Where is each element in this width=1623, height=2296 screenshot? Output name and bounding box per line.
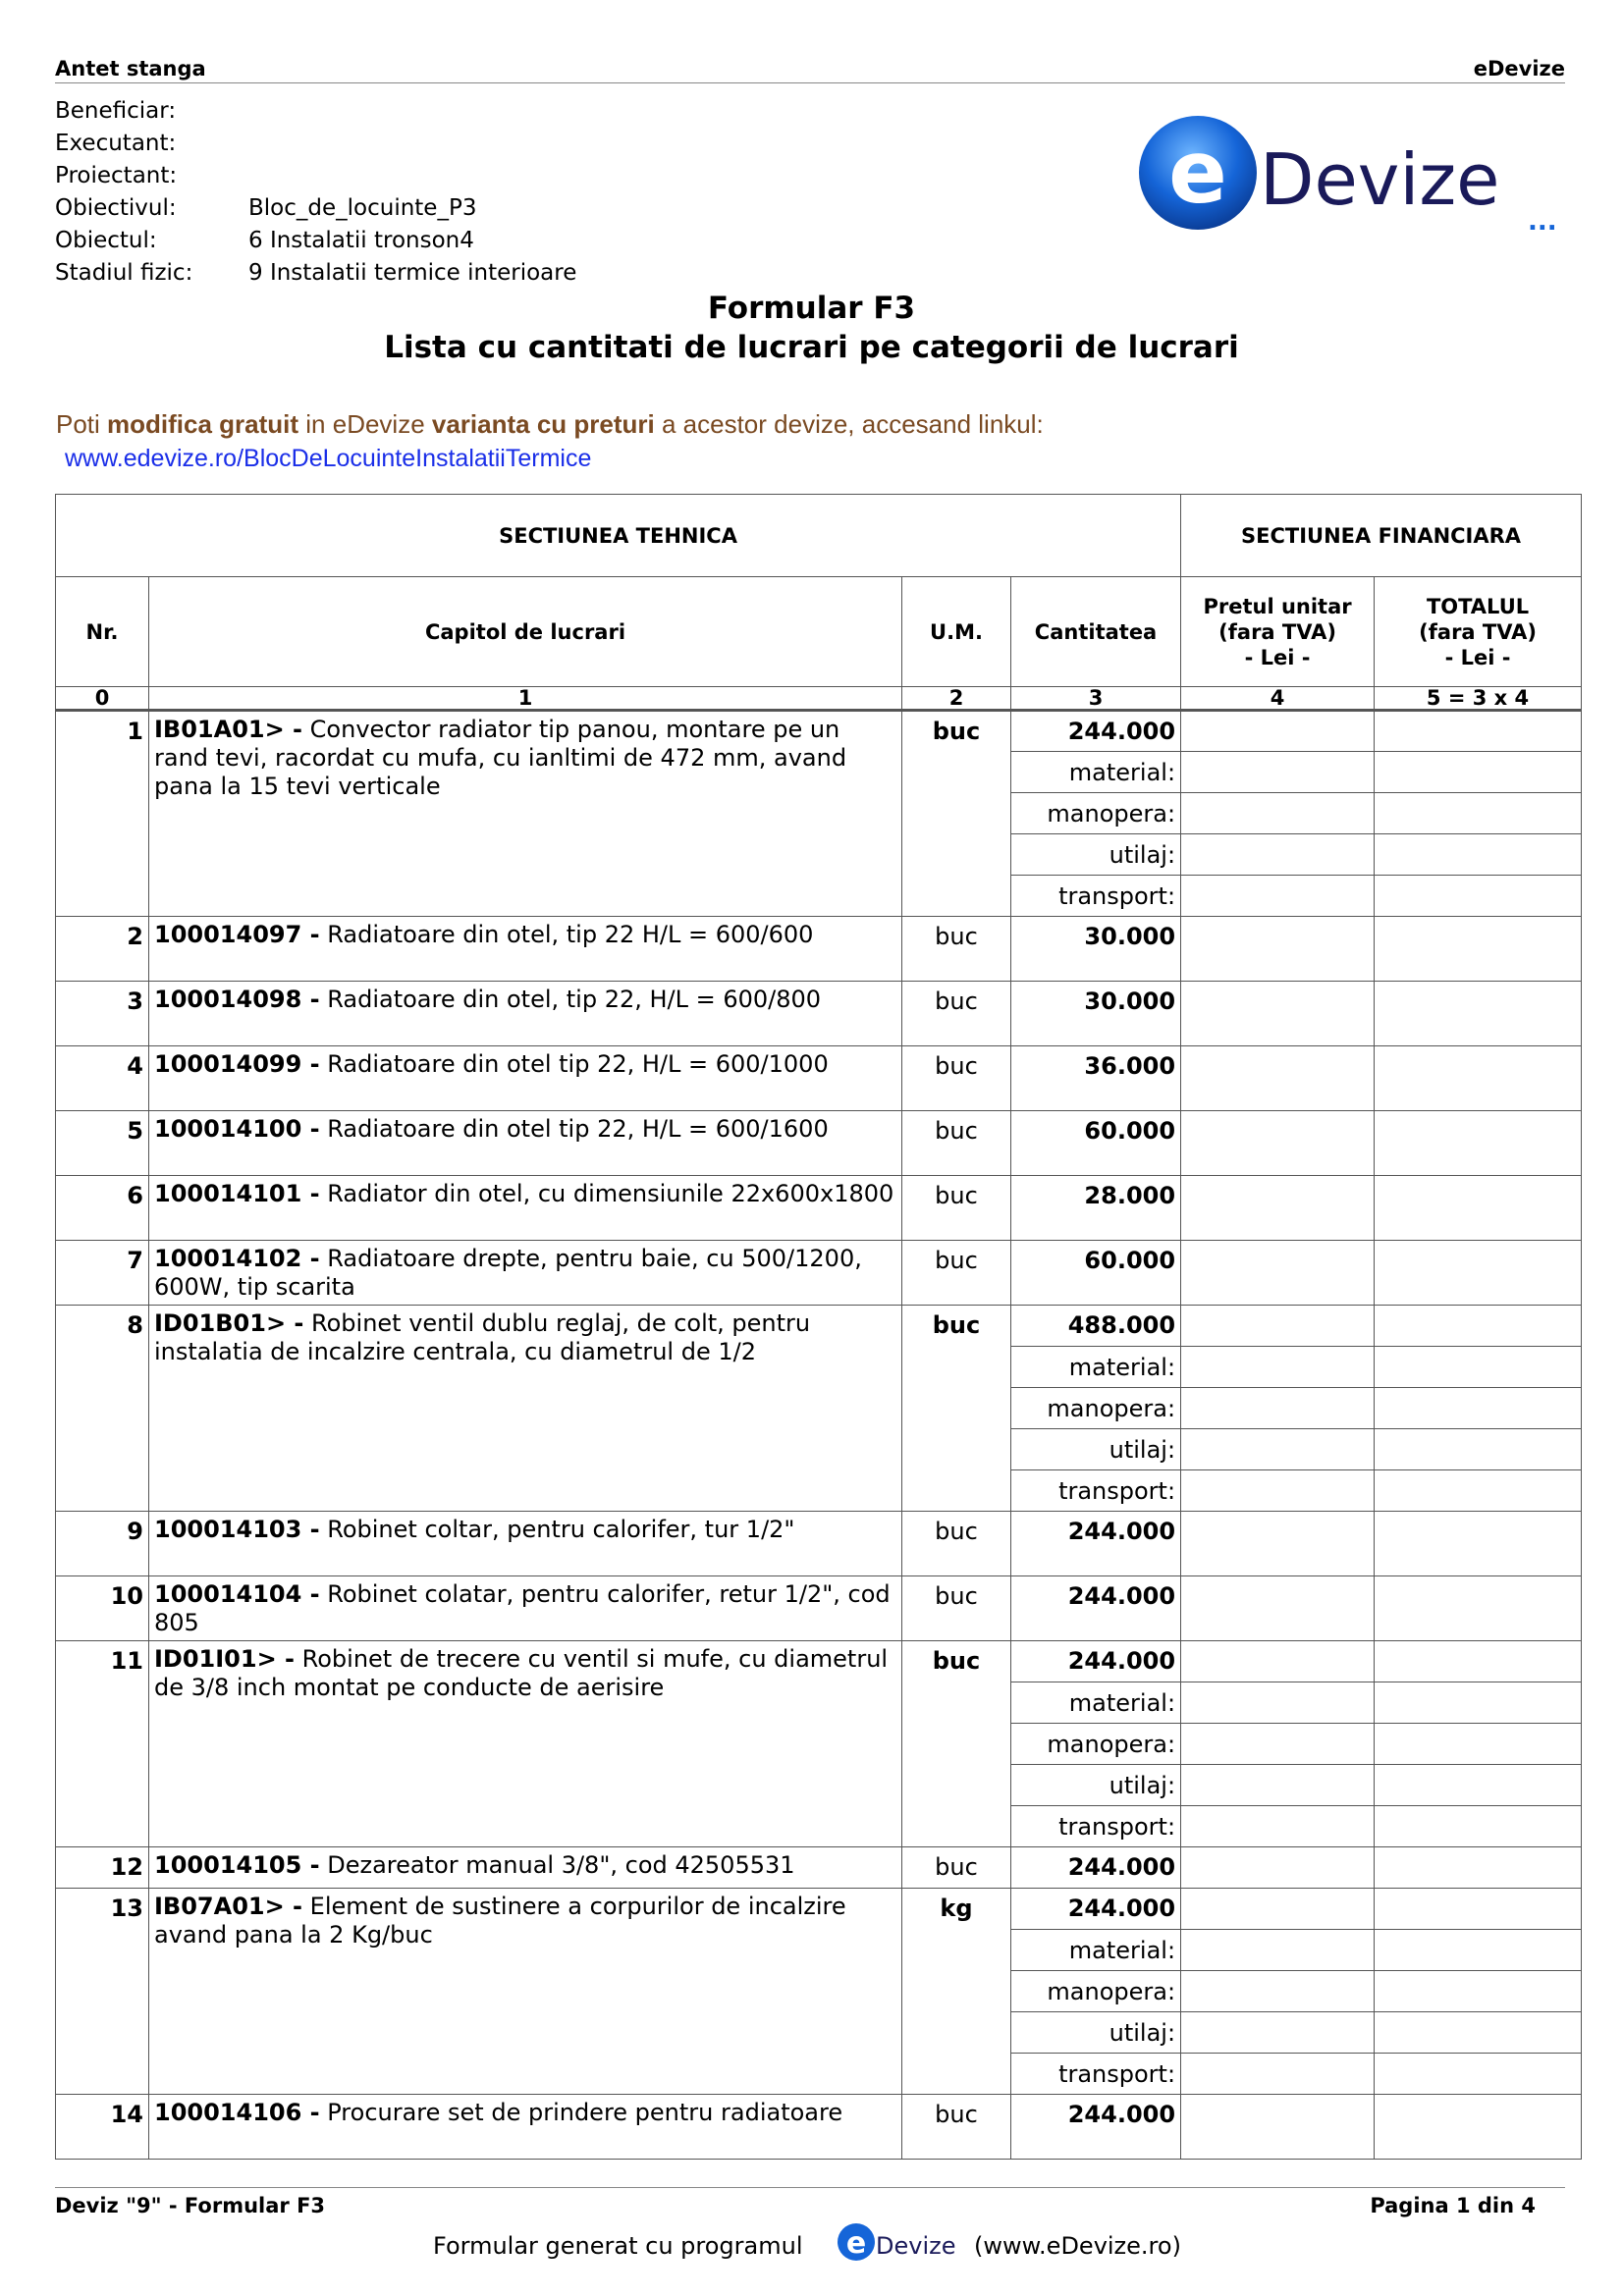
quantity: 60.000	[1011, 1241, 1181, 1306]
row-number: 13	[56, 1889, 149, 2095]
table-row	[56, 1046, 1582, 1111]
info-value: 9 Instalatii termice interioare	[248, 260, 577, 286]
row-description	[149, 1576, 902, 1641]
article-text: Radiator din otel, cu dimensiunile 22x600x1800	[319, 1180, 894, 1207]
unit-price-cell	[1181, 1046, 1375, 1111]
article-code: 100014101 -	[154, 1180, 320, 1207]
table-row	[56, 1306, 1582, 1347]
quantity: 30.000	[1011, 982, 1181, 1046]
unit-price-cell	[1181, 982, 1375, 1046]
unit-price-cell	[1181, 1889, 1375, 1930]
svg-text:Devize: Devize	[876, 2232, 956, 2260]
unit-price-cell	[1181, 1176, 1375, 1241]
unit-price-cell	[1181, 1724, 1375, 1765]
unit-price-cell	[1181, 876, 1375, 917]
cost-breakdown-label: manopera:	[1011, 1724, 1181, 1765]
row-description	[149, 1512, 902, 1576]
total-cell	[1375, 1847, 1582, 1889]
promo-part: a acestor devize, accesand linkul:	[654, 409, 1044, 439]
unit-price-cell	[1181, 1241, 1375, 1306]
cost-breakdown-label: material:	[1011, 752, 1181, 793]
header-line: (fara TVA)	[1218, 619, 1336, 644]
unit-of-measure: buc	[902, 2095, 1011, 2160]
unit-price-cell	[1181, 1641, 1375, 1682]
quantity: 244.000	[1011, 1889, 1181, 1930]
article-text: Dezareator manual 3/8", cod 42505531	[319, 1851, 795, 1879]
article-text: Robinet coltar, pentru calorifer, tur 1/2"	[319, 1516, 795, 1543]
unit-of-measure: kg	[902, 1889, 1011, 2095]
section-technical: SECTIUNEA TEHNICA	[56, 495, 1181, 577]
total-cell	[1375, 2095, 1582, 2160]
row-number: 1	[56, 711, 149, 917]
promo-link[interactable]: www.edevize.ro/BlocDeLocuinteInstalatiiTermice	[65, 445, 592, 472]
header-line: - Lei -	[1444, 645, 1511, 669]
quantity: 28.000	[1011, 1176, 1181, 1241]
unit-price-cell	[1181, 834, 1375, 876]
table-row	[56, 1847, 1582, 1889]
cost-breakdown-label: manopera:	[1011, 793, 1181, 834]
index-cell: 3	[1011, 687, 1181, 711]
article-code: 100014106 -	[154, 2099, 320, 2126]
cost-breakdown-label: utilaj:	[1011, 1765, 1181, 1806]
cost-breakdown-label: transport:	[1011, 876, 1181, 917]
col-header-total	[1375, 577, 1582, 687]
row-number: 4	[56, 1046, 149, 1111]
article-code: ID01B01> -	[154, 1309, 304, 1337]
unit-price-cell	[1181, 711, 1375, 752]
total-cell	[1375, 1930, 1582, 1971]
article-code: ID01I01> -	[154, 1645, 296, 1673]
article-text: Radiatoare drepte, pentru baie, cu 500/1200, 600W, tip scarita	[154, 1245, 862, 1301]
row-description	[149, 1847, 902, 1889]
index-row	[56, 687, 1582, 711]
total-cell	[1375, 1765, 1582, 1806]
generated-url[interactable]: (www.eDevize.ro)	[974, 2232, 1181, 2260]
unit-price-cell	[1181, 917, 1375, 982]
article-code: 100014105 -	[154, 1851, 320, 1879]
total-cell	[1375, 1576, 1582, 1641]
page-footer	[55, 2187, 1565, 2217]
col-header-cantitate: Cantitatea	[1011, 577, 1181, 687]
unit-of-measure: buc	[902, 1306, 1011, 1512]
total-cell	[1375, 876, 1582, 917]
row-description	[149, 1641, 902, 1847]
cost-breakdown-label: material:	[1011, 1930, 1181, 1971]
info-row	[55, 128, 576, 160]
unit-of-measure: buc	[902, 1046, 1011, 1111]
total-cell	[1375, 711, 1582, 752]
unit-price-cell	[1181, 1971, 1375, 2012]
quantity: 244.000	[1011, 1576, 1181, 1641]
total-cell	[1375, 1176, 1582, 1241]
promo-part: Poti	[56, 409, 108, 439]
row-number: 11	[56, 1641, 149, 1847]
promo-text	[56, 409, 1044, 440]
info-label: Beneficiar:	[55, 98, 177, 124]
unit-price-cell	[1181, 1306, 1375, 1347]
unit-price-cell	[1181, 1429, 1375, 1470]
info-label: Obiectivul:	[55, 195, 177, 221]
unit-of-measure: buc	[902, 1241, 1011, 1306]
total-cell	[1375, 1111, 1582, 1176]
unit-price-cell	[1181, 1512, 1375, 1576]
total-cell	[1375, 834, 1582, 876]
info-value: 6 Instalatii tronson4	[248, 228, 474, 253]
total-cell	[1375, 1429, 1582, 1470]
table-row	[56, 1241, 1582, 1306]
info-row	[55, 95, 576, 128]
svg-text:Devize: Devize	[1260, 138, 1500, 221]
article-code: IB01A01> -	[154, 716, 303, 743]
header-line: - Lei -	[1244, 645, 1311, 669]
edevize-logo	[1137, 114, 1565, 238]
unit-of-measure: buc	[902, 982, 1011, 1046]
quantity: 488.000	[1011, 1306, 1181, 1347]
total-cell	[1375, 1046, 1582, 1111]
unit-price-cell	[1181, 793, 1375, 834]
row-description	[149, 1111, 902, 1176]
total-cell	[1375, 1641, 1582, 1682]
article-code: 100014104 -	[154, 1580, 320, 1608]
header-line: (fara TVA)	[1419, 619, 1537, 644]
svg-text:...: ...	[1528, 207, 1557, 237]
index-cell: 2	[902, 687, 1011, 711]
svg-text:e: e	[1168, 122, 1227, 223]
unit-price-cell	[1181, 1347, 1375, 1388]
works-table	[55, 494, 1582, 2160]
unit-of-measure: buc	[902, 711, 1011, 917]
article-text: Robinet colatar, pentru calorifer, retur 1/2", cod 805	[154, 1580, 891, 1636]
index-cell: 0	[56, 687, 149, 711]
info-label: Obiectul:	[55, 228, 157, 253]
article-text: Robinet ventil dublu reglaj, de colt, pentru instalatia de incalzire centrala, cu diametrul de 1/2	[154, 1309, 811, 1365]
total-cell	[1375, 1971, 1582, 2012]
table-row	[56, 1889, 1582, 1930]
article-text: Procurare set de prindere pentru radiatoare	[319, 2099, 843, 2126]
col-header-pret	[1181, 577, 1375, 687]
row-description	[149, 1046, 902, 1111]
page-header	[55, 55, 1565, 83]
info-row	[55, 160, 576, 192]
unit-price-cell	[1181, 1847, 1375, 1889]
total-cell	[1375, 2054, 1582, 2095]
row-description	[149, 917, 902, 982]
table-row	[56, 1512, 1582, 1576]
article-code: 100014103 -	[154, 1516, 320, 1543]
unit-price-cell	[1181, 1111, 1375, 1176]
unit-of-measure: buc	[902, 1111, 1011, 1176]
total-cell	[1375, 917, 1582, 982]
info-label: Proiectant:	[55, 163, 178, 188]
svg-text:e: e	[845, 2226, 867, 2261]
row-description	[149, 1176, 902, 1241]
row-description	[149, 711, 902, 917]
table-row	[56, 1576, 1582, 1641]
promo-bold: varianta cu preturi	[431, 409, 655, 439]
row-number: 2	[56, 917, 149, 982]
total-cell	[1375, 1306, 1582, 1347]
unit-of-measure: buc	[902, 1641, 1011, 1847]
index-cell: 1	[149, 687, 902, 711]
row-number: 7	[56, 1241, 149, 1306]
article-text: Robinet de trecere cu ventil si mufe, cu diametrul de 3/8 inch montat pe conducte de aerisire	[154, 1645, 889, 1701]
row-number: 10	[56, 1576, 149, 1641]
quantity: 36.000	[1011, 1046, 1181, 1111]
total-cell	[1375, 1347, 1582, 1388]
unit-price-cell	[1181, 1388, 1375, 1429]
article-code: 100014099 -	[154, 1050, 320, 1078]
quantity: 244.000	[1011, 1847, 1181, 1889]
quantity: 30.000	[1011, 917, 1181, 982]
unit-price-cell	[1181, 1765, 1375, 1806]
row-number: 9	[56, 1512, 149, 1576]
col-header-nr: Nr.	[56, 577, 149, 687]
row-description	[149, 1241, 902, 1306]
info-value: Bloc_de_locuinte_P3	[248, 195, 477, 221]
footer-left: Deviz "9" - Formular F3	[55, 2194, 326, 2217]
index-cell: 5 = 3 x 4	[1375, 687, 1582, 711]
cost-breakdown-label: transport:	[1011, 2054, 1181, 2095]
cost-breakdown-label: manopera:	[1011, 1388, 1181, 1429]
article-code: IB07A01> -	[154, 1893, 303, 1920]
article-code: 100014097 -	[154, 921, 320, 948]
generated-text: Formular generat cu programul	[433, 2232, 803, 2260]
article-text: Element de sustinere a corpurilor de incalzire avand pana la 2 Kg/buc	[154, 1893, 846, 1949]
table-row	[56, 2095, 1582, 2160]
cost-breakdown-label: manopera:	[1011, 1971, 1181, 2012]
unit-price-cell	[1181, 1576, 1375, 1641]
unit-of-measure: buc	[902, 1176, 1011, 1241]
row-number: 5	[56, 1111, 149, 1176]
article-text: Radiatoare din otel, tip 22, H/L = 600/800	[319, 986, 822, 1013]
unit-price-cell	[1181, 2095, 1375, 2160]
total-cell	[1375, 752, 1582, 793]
row-number: 3	[56, 982, 149, 1046]
table-row	[56, 1176, 1582, 1241]
article-code: 100014100 -	[154, 1115, 320, 1143]
header-left: Antet stanga	[55, 57, 206, 80]
article-text: Radiatoare din otel, tip 22 H/L = 600/600	[319, 921, 814, 948]
total-cell	[1375, 1682, 1582, 1724]
cost-breakdown-label: material:	[1011, 1347, 1181, 1388]
info-row	[55, 257, 576, 290]
total-cell	[1375, 982, 1582, 1046]
footer-right: Pagina 1 din 4	[1370, 2194, 1536, 2217]
promo-part: in eDevize	[298, 409, 432, 439]
total-cell	[1375, 1512, 1582, 1576]
row-number: 6	[56, 1176, 149, 1241]
total-cell	[1375, 1388, 1582, 1429]
total-cell	[1375, 2012, 1582, 2054]
edevize-mini-logo	[837, 2220, 966, 2268]
table-row	[56, 711, 1582, 752]
col-header-um: U.M.	[902, 577, 1011, 687]
unit-of-measure: buc	[902, 1576, 1011, 1641]
article-code: 100014098 -	[154, 986, 320, 1013]
unit-price-cell	[1181, 752, 1375, 793]
row-description	[149, 2095, 902, 2160]
total-cell	[1375, 1241, 1582, 1306]
cost-breakdown-label: transport:	[1011, 1470, 1181, 1512]
table-row	[56, 1111, 1582, 1176]
form-title: Formular F3	[707, 291, 916, 326]
promo-bold: modifica gratuit	[107, 409, 299, 439]
total-cell	[1375, 1470, 1582, 1512]
total-cell	[1375, 1889, 1582, 1930]
quantity: 244.000	[1011, 711, 1181, 752]
row-number: 12	[56, 1847, 149, 1889]
col-header-capitol: Capitol de lucrari	[149, 577, 902, 687]
unit-of-measure: buc	[902, 1512, 1011, 1576]
table-body	[56, 687, 1582, 2160]
article-text: Radiatoare din otel tip 22, H/L = 600/1000	[319, 1050, 829, 1078]
info-label: Executant:	[55, 131, 177, 156]
unit-price-cell	[1181, 1682, 1375, 1724]
project-info	[55, 95, 576, 290]
header-right: eDevize	[1473, 57, 1565, 80]
quantity: 244.000	[1011, 1641, 1181, 1682]
unit-price-cell	[1181, 2012, 1375, 2054]
unit-price-cell	[1181, 2054, 1375, 2095]
cost-breakdown-label: utilaj:	[1011, 834, 1181, 876]
unit-price-cell	[1181, 1470, 1375, 1512]
total-cell	[1375, 1806, 1582, 1847]
unit-price-cell	[1181, 1806, 1375, 1847]
total-cell	[1375, 793, 1582, 834]
unit-price-cell	[1181, 1930, 1375, 1971]
row-description	[149, 982, 902, 1046]
row-description	[149, 1889, 902, 2095]
section-financial: SECTIUNEA FINANCIARA	[1181, 495, 1582, 577]
total-cell	[1375, 1724, 1582, 1765]
article-text: Convector radiator tip panou, montare pe un rand tevi, racordat cu mufa, cu ianltimi de 472 mm, avand pana la 15 tevi verticale	[154, 716, 847, 800]
index-cell: 4	[1181, 687, 1375, 711]
cost-breakdown-label: utilaj:	[1011, 2012, 1181, 2054]
quantity: 244.000	[1011, 2095, 1181, 2160]
header-line: TOTALUL	[1426, 594, 1530, 618]
info-label: Stadiul fizic:	[55, 260, 193, 286]
table-row	[56, 917, 1582, 982]
cost-breakdown-label: utilaj:	[1011, 1429, 1181, 1470]
article-text: Radiatoare din otel tip 22, H/L = 600/1600	[319, 1115, 829, 1143]
form-subtitle: Lista cu cantitati de lucrari pe categorii de lucrari	[384, 330, 1239, 365]
table-row	[56, 982, 1582, 1046]
article-code: 100014102 -	[154, 1245, 320, 1272]
row-description	[149, 1306, 902, 1512]
table-row	[56, 1641, 1582, 1682]
unit-of-measure: buc	[902, 1847, 1011, 1889]
unit-of-measure: buc	[902, 917, 1011, 982]
cost-breakdown-label: transport:	[1011, 1806, 1181, 1847]
quantity: 244.000	[1011, 1512, 1181, 1576]
info-row	[55, 225, 576, 257]
quantity: 60.000	[1011, 1111, 1181, 1176]
cost-breakdown-label: material:	[1011, 1682, 1181, 1724]
header-line: Pretul unitar	[1203, 594, 1352, 618]
info-row	[55, 192, 576, 225]
row-number: 14	[56, 2095, 149, 2160]
row-number: 8	[56, 1306, 149, 1512]
